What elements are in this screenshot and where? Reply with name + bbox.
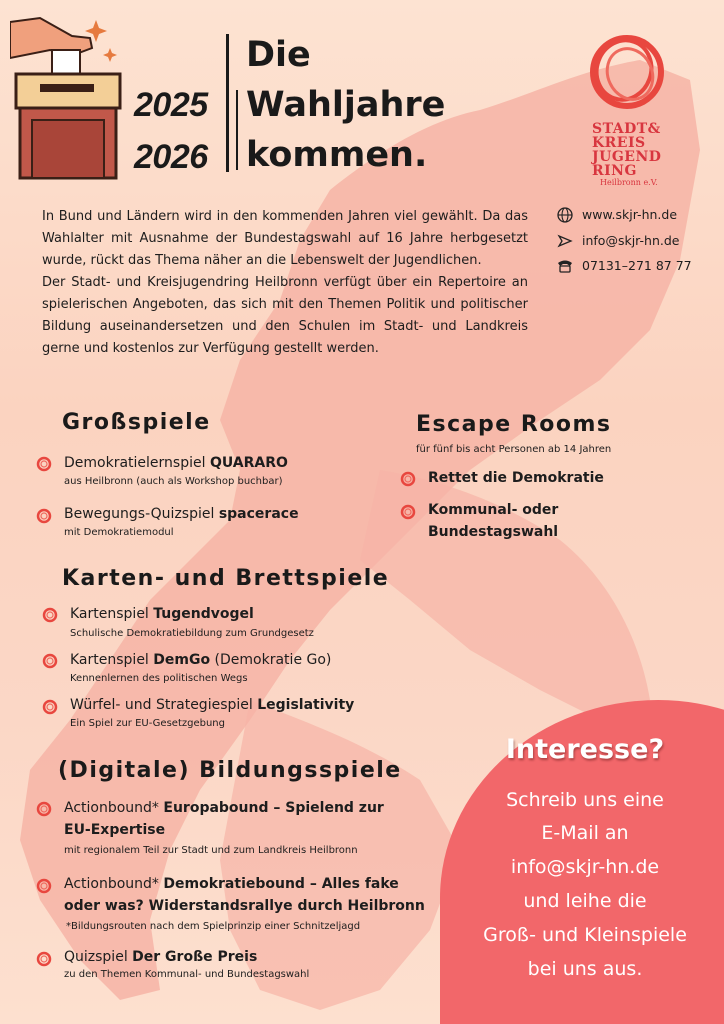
- intro-text: [42, 206, 528, 360]
- cta-line-4: und leihe die: [523, 890, 647, 912]
- bullet-icon: [42, 699, 58, 715]
- game-demgo-description: Kennenlernen des politischen Wegs: [70, 673, 248, 684]
- escape-rooms-note: für fünf bis acht Personen ab 14 Jahren: [416, 444, 612, 455]
- logo-line-3: JUGEND: [592, 149, 662, 165]
- logo-line-2: KREIS: [592, 135, 646, 151]
- bullet-icon: [36, 951, 52, 967]
- game-spacerace-description: mit Demokratiemodul: [64, 527, 174, 538]
- year-2026: 2026: [134, 138, 208, 176]
- mail-icon: [556, 232, 574, 250]
- game-der-grosse-preis: Quizspiel Der Große Preis: [64, 949, 258, 965]
- bullet-icon: [400, 471, 416, 487]
- game-demokratiebound-description: *Bildungsrouten nach dem Spielprinzip einer Schnitzeljagd: [66, 921, 361, 932]
- game-spacerace: Bewegungs-Quizspiel spacerace: [64, 506, 299, 522]
- game-tugendvogel: Kartenspiel Tugendvogel: [70, 606, 254, 622]
- section-title-karten-brettspiele: Karten- und Brettspiele: [62, 566, 390, 591]
- headline-line-2: Wahljahre: [246, 85, 446, 125]
- bullet-icon: [36, 508, 52, 524]
- game-europabound-description: mit regionalem Teil zur Stadt und zum Landkreis Heilbronn: [64, 845, 358, 856]
- game-quararo: Demokratielernspiel QUARARO: [64, 455, 288, 471]
- game-europabound: Actionbound* Europabound – Spielend zur EU-Expertise: [64, 800, 384, 838]
- logo-line-4: RING: [592, 163, 637, 179]
- header-divider: [226, 34, 229, 172]
- headline-line-1: Die: [246, 35, 311, 75]
- contact-email[interactable]: info@skjr-hn.de: [582, 233, 680, 248]
- bullet-icon: [36, 878, 52, 894]
- cta-line-5: Groß- und Kleinspiele: [483, 924, 687, 946]
- cta-line-2: E-Mail an: [541, 822, 629, 844]
- logo-line-1: STADT&: [592, 121, 661, 137]
- intro-paragraph-1: In Bund und Ländern wird in den kommenden Jahren viel gewählt. Da das Wahlalter mit Ausnahme der Bundestagswahl auf 16 Jahre herbgesetzt wurde, rückt das Thema näher an die Lebenswelt der Jugendlichen.: [42, 209, 528, 268]
- phone-icon: [556, 257, 574, 275]
- game-tugendvogel-description: Schulische Demokratiebildung zum Grundgesetz: [70, 628, 314, 639]
- game-legislativity-description: Ein Spiel zur EU-Gesetzgebung: [70, 718, 225, 729]
- game-demgo: Kartenspiel DemGo (Demokratie Go): [70, 652, 332, 668]
- bullet-icon: [36, 456, 52, 472]
- contact-phone[interactable]: 07131–271 87 77: [582, 258, 692, 273]
- contact-website[interactable]: www.skjr-hn.de: [582, 207, 678, 222]
- escape-room-wahl-line-2: Bundestagswahl: [428, 524, 559, 540]
- year-2025: 2025: [134, 86, 208, 124]
- headline-line-3: kommen.: [246, 135, 428, 175]
- escape-room-wahl: [428, 499, 558, 543]
- section-title-escape-rooms: Escape Rooms: [416, 412, 612, 437]
- game-legislativity: Würfel- und Strategiespiel Legislativity: [70, 697, 355, 713]
- header-divider-secondary: [236, 90, 238, 170]
- logo-subtitle: Heilbronn e.V.: [600, 178, 658, 187]
- game-demokratiebound: Actionbound* Demokratiebound – Alles fake oder was? Widerstandsrallye durch Heilbronn: [64, 876, 425, 914]
- cta-title: Interesse?: [505, 734, 665, 765]
- escape-room-rettet-die-demokratie: Rettet die Demokratie: [428, 470, 604, 486]
- cta-line-6: bei uns aus.: [527, 958, 643, 980]
- game-der-grosse-preis-description: zu den Themen Kommunal- und Bundestagswahl: [64, 969, 310, 980]
- globe-icon: [556, 206, 574, 224]
- cta-line-1: Schreib uns eine: [506, 789, 664, 811]
- bullet-icon: [400, 504, 416, 520]
- cta-email[interactable]: info@skjr-hn.de: [510, 856, 660, 878]
- game-quararo-description: aus Heilbronn (auch als Workshop buchbar): [64, 476, 283, 487]
- bullet-icon: [36, 801, 52, 817]
- bullet-icon: [42, 653, 58, 669]
- intro-paragraph-2: Der Stadt- und Kreisjugendring Heilbronn verfügt über ein Repertoire an spielerischen Angeboten, das sich mit den Themen Politik und politischer Bildung auseinandersetzen und den Schulen im Stadt- und Landkreis gerne und kostenlos zur Verfügung gestellt werden.: [42, 275, 528, 356]
- bullet-icon: [42, 607, 58, 623]
- section-title-digitale-bildungsspiele: (Digitale) Bildungsspiele: [58, 758, 402, 783]
- section-title-grossspiele: Großspiele: [62, 410, 211, 435]
- ballot-box-icon: [10, 14, 130, 180]
- escape-room-wahl-line-1: Kommunal- oder: [428, 502, 559, 518]
- logo-circle-icon: [584, 26, 670, 116]
